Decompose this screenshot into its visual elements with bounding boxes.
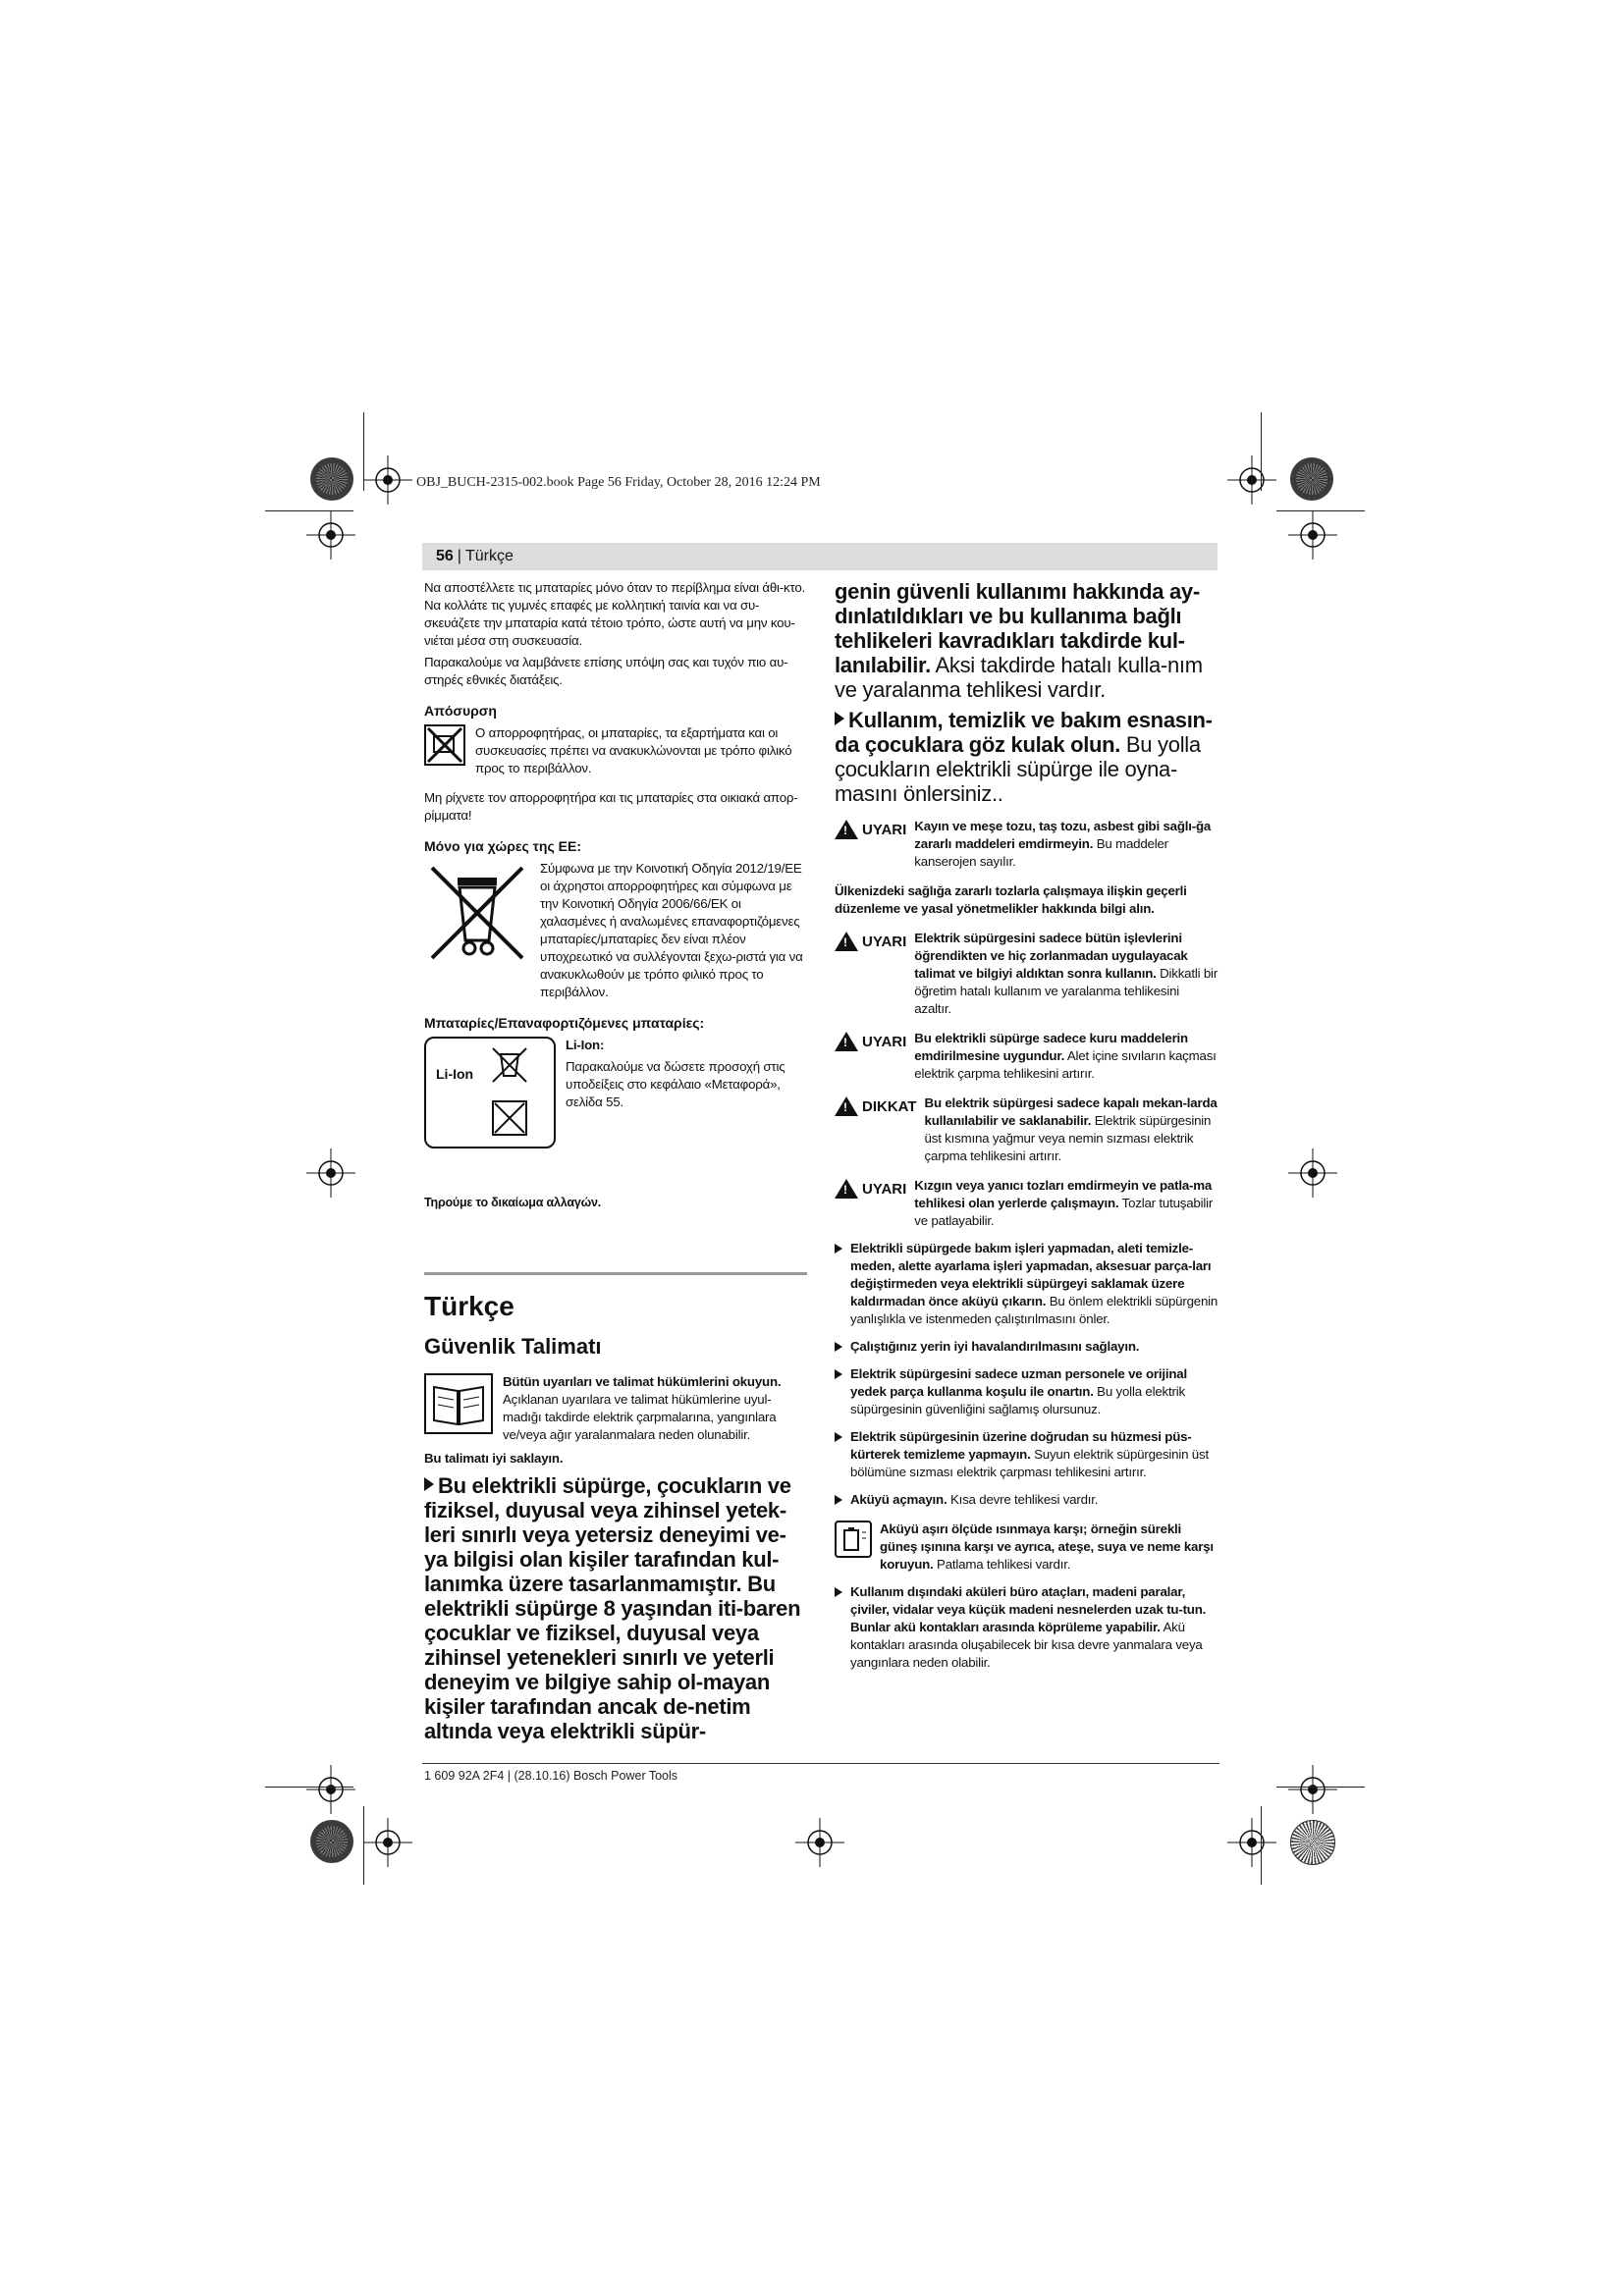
crosshair-bottom-right [1227,1818,1276,1867]
crosshair-right-middle [1288,1148,1337,1198]
crosshair-bottom-center [795,1818,844,1867]
crossed-bin-icon [424,860,530,966]
regulations-text: Ülkenizdeki sağlığa zararlı tozlarla çalışmaya ilişkin geçerli düzenleme ve yasal yönetmelikler hakkında bilgi alın. [835,883,1187,916]
keep-instructions: Bu talimatı iyi saklayın. [424,1451,564,1466]
battery-heat-bold: Aküyü aşırı ölçüde ısınmaya karşı; örneğin sürekli güneş ışınına karşı ve ayrıca, ateşe, suya ve neme karşı koruyun. [880,1522,1214,1572]
crosshair-left-middle [306,1148,355,1198]
supervision-normal: Bu yolla çocukların elektrikli süpürge ile oyna-masını önlersiniz.. [835,732,1201,806]
crop-line [1276,1787,1365,1788]
footer-rule [422,1763,1219,1764]
continued-normal: Aksi takdirde hatalı kulla-nım ve yaralanma tehlikesi vardır. [835,653,1203,702]
crop-line [265,510,353,511]
page-number: 56 [436,548,454,564]
registration-mark-bottom-right [1290,1820,1335,1865]
disposal-text: Ο απορροφητήρας, οι μπαταρίες, τα εξαρτήματα και οι συσκευασίες πρέπει να ανακυκλώνονται με τρόπο φιλικό προς το περιβάλλον. [475,725,792,775]
warning-label: UYARI [862,1180,907,1198]
bullet-open-battery: Aküyü açmayın. Kısa devre tehlikesi vardır. [835,1491,1219,1509]
bullet-repair: Elektrik süpürgesini sadece uzman personele ve orijinal yedek parça kullanma koşulu ile onartın. Bu yolla elektrik süpürgesinin güvenliğini sağlamış olursunuz. [835,1365,1219,1418]
continued-bold: genin güvenli kullanımı hakkında ay-dınlatıldıkları ve bu kullanıma bağlı tehlikeleri kavradıkları takdirde kul-lanılabilir. [835,579,1200,677]
disposal-row [424,724,807,777]
eu-row [424,860,807,1001]
crosshair-bottom-left [363,1818,412,1867]
crosshair-top-right [1227,455,1276,505]
bullet-arrow-icon [835,1369,842,1379]
crosshair-right-lower [1288,1765,1337,1814]
warning-triangle-icon [835,1179,858,1199]
supervision-bold: Kullanım, temizlik ve bakım esnasın-da çocuklara göz kulak olun. [835,708,1213,757]
page-header [422,543,1218,570]
intro-paragraph-2: Παρακαλούμε να λαμβάνετε επίσης υπόψη σας και τυχόν πιο αυ-στηρές εθνικές διατάξεις. [424,655,788,687]
liion-heading: Li-Ion: [566,1038,605,1052]
battery-heat-warning [835,1521,1219,1574]
warning-5-bold: Kızgın veya yanıcı tozları emdirmeyin ve patla-ma tehlikesi olan yerlerde çalışmayın. [914,1178,1213,1210]
warning-1-normal: Bu maddeler kanserojen sayılır. [914,836,1168,869]
supervision-bullet [835,708,1219,806]
footer-text: 1 609 92A 2F4 | (28.10.16) Bosch Power Tools [424,1769,678,1783]
batteries-heading: Μπαταρίες/Επαναφορτιζόμενες μπαταρίες: [424,1015,705,1031]
warning-label: UYARI [862,1033,907,1050]
reserve-rights: Τηρούμε το δικαίωμα αλλαγών. [424,1196,601,1209]
liion-symbol-box [424,1037,556,1148]
warning-3-normal: Alet içine sıvıların kaçması elektrik çarpma tehlikesini artırır. [914,1048,1217,1081]
read-instructions-row [424,1373,807,1444]
bullet-arrow-icon [835,1495,842,1505]
bullet-arrow-icon [835,1432,842,1442]
liion-label: Li-Ion [436,1066,474,1082]
warning-2-bold: Elektrik süpürgesini sadece bütün işlevlerini öğrendikten ve hiç zorlanmadan uygulayacak talimat ve bilgiyi aldıktan sonra kullanın. [914,931,1188,981]
read-bold: Bütün uyarıları ve talimat hükümlerini okuyun. [503,1374,782,1389]
right-column [835,579,1219,1672]
bullet-arrow-icon [835,712,844,725]
crop-line [1261,412,1262,491]
warning-3 [835,1030,1219,1083]
bullet-arrow-icon [424,1477,434,1491]
intro-paragraph-1: Να αποστέλλετε τις μπαταρίες μόνο όταν το περίβλημα είναι άθι-κτο. Να κολλάτε τις γυμνές επαφές με κολλητική ταινία και να συ-σκευάζετε την μπαταρία κατά τέτοιο τρόπο, ώστε αυτή να μην κου-νιέται μέσα στη συσκευασία. [424,580,806,648]
registration-mark-bottom-left [310,1820,353,1863]
warning-triangle-icon [835,932,858,951]
bullet-water-jet: Elektrik süpürgesinin üzerine doğrudan su hüzmesi püs-kürterek temizleme yapmayın. Suyun elektrik süpürgesinin üst bölümüne sızması elektrik çarpması tehlikesini artırır. [835,1428,1219,1481]
header-language: Türkçe [464,548,514,564]
crop-line [265,1787,353,1788]
eu-text: Σύμφωνα με την Κοινοτική Οδηγία 2012/19/ΕΕ οι άχρηστοι απορροφητήρες και σύμφωνα με την Κοινοτική Οδηγία 2006/66/ΕΚ οι χαλασμένες ή αναλωμένες επαναφορτιζόμενες μπαταρίες/μπαταρίες δεν είναι πλέον υποχρεωτικό να συλλέγονται ξεχω-ριστά για να ανακυκλωθούν με τρόπο φιλικό προς το περιβάλλον. [540,861,803,999]
bullet-remove-battery: Elektrikli süpürgede bakım işleri yapmadan, aleti temizle-meden, alette ayarlama işleri yapmadan, aksesuar parça-ları değiştirmeden veya elektrikli süpürgeyi saklamak üzere kaldırmadan önce aküyü çıkarın. Bu önlem elektrikli süpürgenin yanlışlıkla ve istenmeden çalıştırılmasını önler. [835,1240,1219,1328]
warning-triangle-icon [835,820,858,839]
warning-4-bold: Bu elektrik süpürgesi sadece kapalı mekan-larda kullanılabilir ve saklanabilir. [924,1095,1218,1128]
disposal-heading: Απόσυρση [424,703,497,719]
warning-2-normal: Dikkatli bir öğretim hatalı kullanım ve yaralanma tehlikesini azaltır. [914,966,1218,1016]
read-text: Açıklanan uyarılara ve talimat hükümlerine uyul-madığı takdirde elektrik çarpmalarına, yangınlara ve/veya ağır yaralanmalara neden olunabilir. [503,1392,777,1442]
bullet-ventilation: Çalıştığınız yerin iyi havalandırılmasını sağlayın. [835,1338,1219,1356]
section-rule [424,1272,807,1275]
warning-5-normal: Tozlar tutuşabilir ve patlayabilir. [914,1196,1214,1228]
battery-heat-icon [835,1521,872,1558]
warning-triangle-icon [835,1096,858,1116]
warning-5 [835,1177,1219,1230]
caution-label: DIKKAT [862,1097,917,1115]
registration-mark-top-right [1290,457,1333,501]
bullet-arrow-icon [835,1342,842,1352]
safety-heading: Güvenlik Talimatı [424,1334,602,1359]
warning-triangle-icon [835,1032,858,1051]
bullet-arrow-icon [835,1244,842,1254]
big-safety-bullet [424,1473,807,1743]
section-title: Türkçe [424,1291,514,1321]
bullet-arrow-icon [835,1587,842,1597]
liion-row [424,1037,807,1148]
left-column [424,579,807,1743]
crop-line [1276,510,1365,511]
big-safety-bullet-text: Bu elektrikli süpürge, çocukların ve fiziksel, duyusal veya zihinsel yetek-leri sınırlı veya yetersiz deneyimi ve-ya bilgisi olan kişiler tarafından kul-lanımka üzere tasarlanmamıştır. Bu elektrikli süpürge 8 yaşından iti-baren çocuklar ve fiziksel, duyusal veya zihinsel yetenekleri sınırlı ve yeterli deneyim ve bilgiye sahip ol-mayan kişiler tarafından ancak de-netim altında veya elektrikli süpür- [424,1473,801,1743]
warning-label: UYARI [862,821,907,838]
recycling-small-icon [491,1099,528,1137]
warning-1-bold: Kayın ve meşe tozu, taş tozu, asbest gibi sağlı-ğa zararlı maddeleri emdirmeyin. [914,819,1212,851]
recycling-crossed-icon [424,724,465,766]
warning-label: UYARI [862,933,907,950]
crosshair-left-lower [306,1765,355,1814]
battery-heat-normal: Patlama tehlikesi vardır. [933,1557,1071,1572]
warning-3-bold: Bu elektrikli süpürge sadece kuru maddelerin emdirilmesine uygundur. [914,1031,1188,1063]
crosshair-top-left [363,455,412,505]
crop-line [363,412,364,491]
disposal-warning: Μη ρίχνετε τον απορροφητήρα και τις μπαταρίες στα οικιακά απορ-ρίμματα! [424,790,798,823]
warning-2 [835,930,1219,1018]
warning-1 [835,818,1219,871]
header-separator: | [457,548,461,564]
warning-4-normal: Elektrik süpürgesinin üst kısmına yağmur veya nemin sızması elektrik çarpma tehlikesini artırır. [924,1113,1212,1163]
eu-heading: Μόνο για χώρες της ΕΕ: [424,838,581,854]
imprint-line: OBJ_BUCH-2315-002.book Page 56 Friday, October 28, 2016 12:24 PM [416,475,821,490]
continued-bullet [835,579,1219,702]
crosshair-left-upper [306,510,355,560]
crop-line [1261,1806,1262,1885]
crop-line [363,1806,364,1885]
warning-4 [835,1095,1219,1165]
crosshair-right-upper [1288,510,1337,560]
registration-mark-top-left [310,457,353,501]
crossed-bin-small-icon [491,1046,528,1084]
liion-text: Παρακαλούμε να δώσετε προσοχή στις υποδείξεις στο κεφάλαιο «Μεταφορά», σελίδα 55. [566,1059,785,1109]
bullet-metal-objects: Kullanım dışındaki aküleri büro ataçları, madeni paralar, çiviler, vidalar veya küçük madeni nesnelerden uzak tu-tun. Bunlar akü kontakları arasında köprüleme yapabilir. Akü kontakları arasında oluşabilecek bir kısa devre yanmalara veya yangınlara neden olabilir. [835,1583,1219,1672]
read-manual-icon [424,1373,493,1434]
